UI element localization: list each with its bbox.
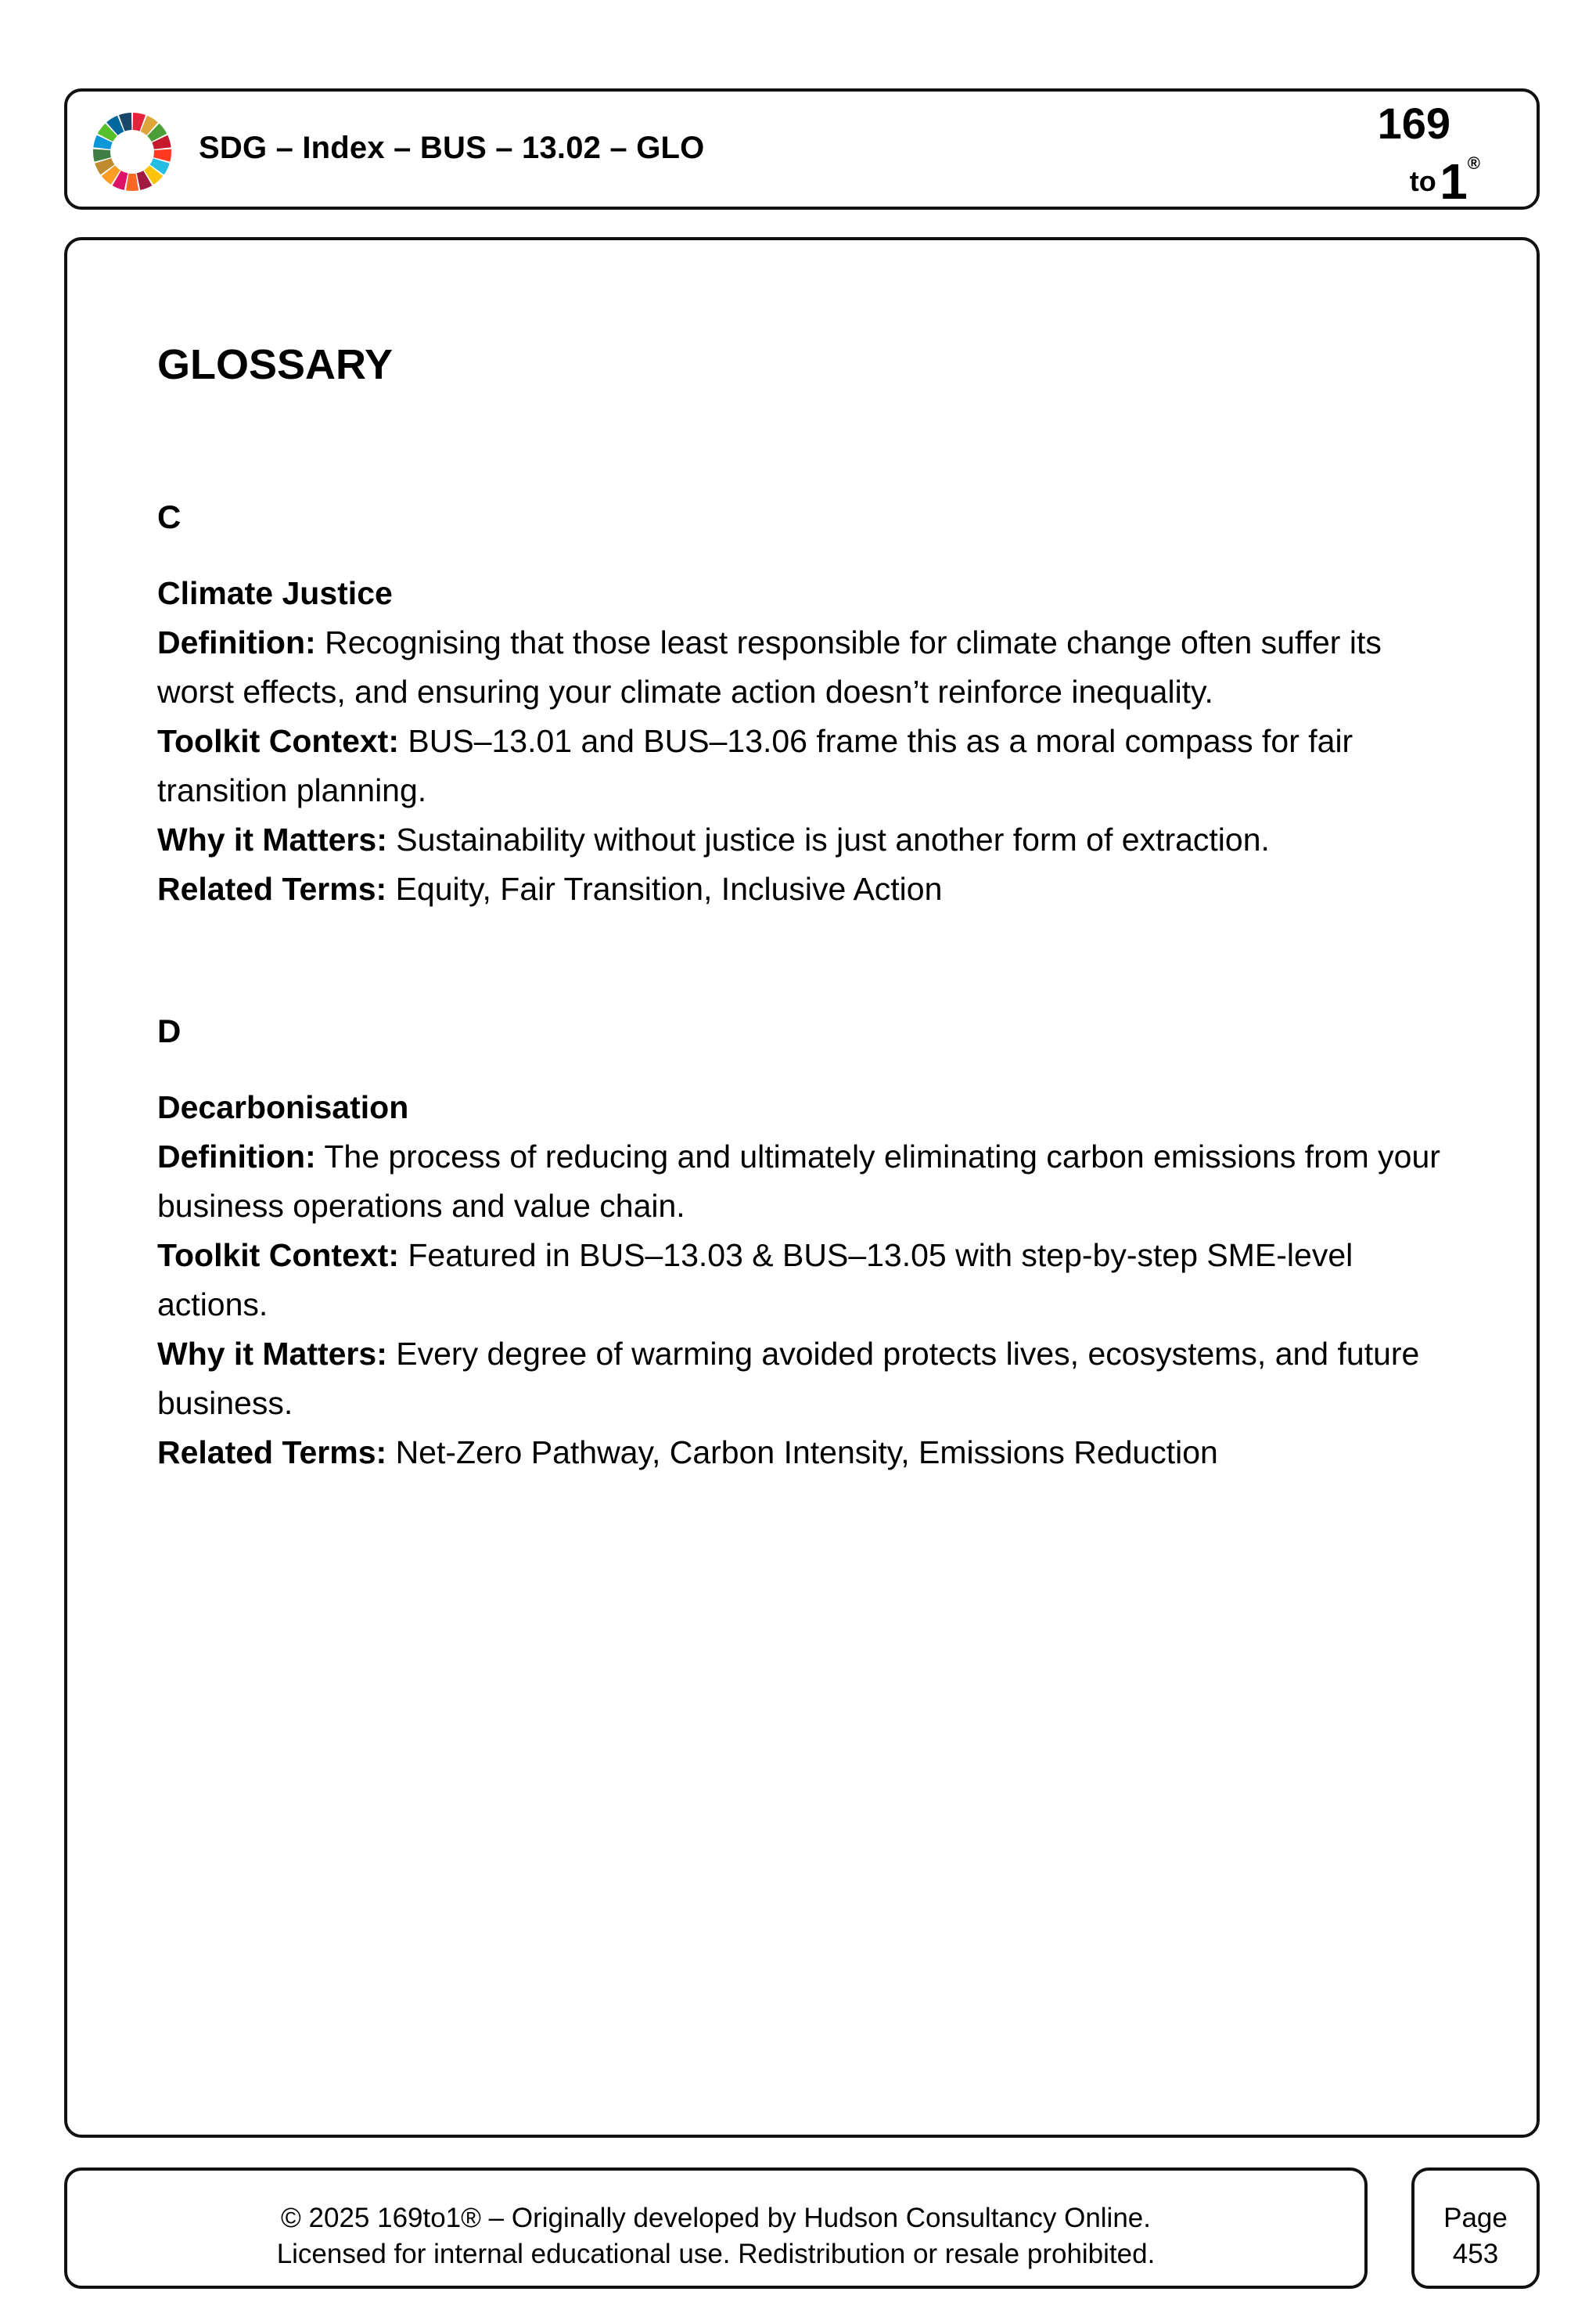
context-text: Featured in BUS–13.03 & BUS–13.05 with step-by-step SME-level actions.: [157, 1237, 1353, 1322]
footer-text: [67, 2200, 1364, 2272]
definition-text: The process of reducing and ultimately eliminating carbon emissions from your business operations and value chain.: [157, 1139, 1440, 1224]
glossary-entry-decarbonisation: [157, 1083, 1456, 1477]
entry-why: [157, 1329, 1456, 1428]
entry-related: [157, 865, 1456, 914]
why-label: Why it Matters:: [157, 1336, 387, 1372]
definition-label: Definition:: [157, 1139, 316, 1175]
brand-number: 169: [1377, 99, 1450, 148]
context-label: Toolkit Context:: [157, 1237, 399, 1273]
entry-definition: [157, 618, 1456, 717]
registered-mark: ®: [1467, 153, 1480, 173]
page-number-box: [1411, 2167, 1540, 2289]
section-letter-d: D: [157, 1013, 182, 1049]
glossary-entry-climate-justice: [157, 569, 1456, 914]
footer-copyright: [64, 2167, 1368, 2289]
entry-term: Climate Justice: [157, 575, 393, 611]
brand-to: to: [1409, 165, 1436, 197]
page-indicator: [1414, 2200, 1537, 2272]
definition-text: Recognising that those least responsible for climate change often suffer its worst effects, and ensuring your climate action doesn’t reinforce inequality.: [157, 624, 1382, 710]
page-number: 453: [1452, 2239, 1499, 2269]
section-letter-c: C: [157, 498, 182, 535]
related-label: Related Terms:: [157, 1434, 387, 1470]
page-title: GLOSSARY: [157, 341, 394, 388]
copyright-line: © 2025 169to1® – Originally developed by Hudson Consultancy Online.: [281, 2203, 1151, 2233]
license-line: Licensed for internal educational use. Redistribution or resale prohibited.: [276, 2239, 1156, 2269]
entry-related: [157, 1428, 1456, 1477]
entry-definition: [157, 1132, 1456, 1231]
related-text: Equity, Fair Transition, Inclusive Action: [395, 871, 943, 907]
why-text: Every degree of warming avoided protects lives, ecosystems, and future business.: [157, 1336, 1420, 1421]
entry-context: [157, 1231, 1456, 1329]
sdg-wheel-icon: [89, 109, 175, 195]
context-label: Toolkit Context:: [157, 723, 399, 759]
related-label: Related Terms:: [157, 871, 387, 907]
brand-logo-text: [1410, 153, 1480, 210]
context-text: BUS–13.01 and BUS–13.06 frame this as a moral compass for fair transition planning.: [157, 723, 1353, 808]
entry-context: [157, 717, 1456, 815]
related-text: Net-Zero Pathway, Carbon Intensity, Emissions Reduction: [395, 1434, 1218, 1470]
why-text: Sustainability without justice is just another form of extraction.: [396, 822, 1270, 858]
page-label: Page: [1443, 2203, 1508, 2233]
document-code: SDG – Index – BUS – 13.02 – GLO: [199, 131, 705, 165]
header-bar: [64, 88, 1540, 210]
definition-label: Definition:: [157, 624, 316, 660]
brand-one: 1: [1440, 153, 1468, 210]
sdg-wheel-segment: [126, 174, 138, 191]
entry-why: [157, 815, 1456, 865]
entry-term: Decarbonisation: [157, 1089, 409, 1125]
content-panel: [64, 237, 1540, 2138]
why-label: Why it Matters:: [157, 822, 387, 858]
